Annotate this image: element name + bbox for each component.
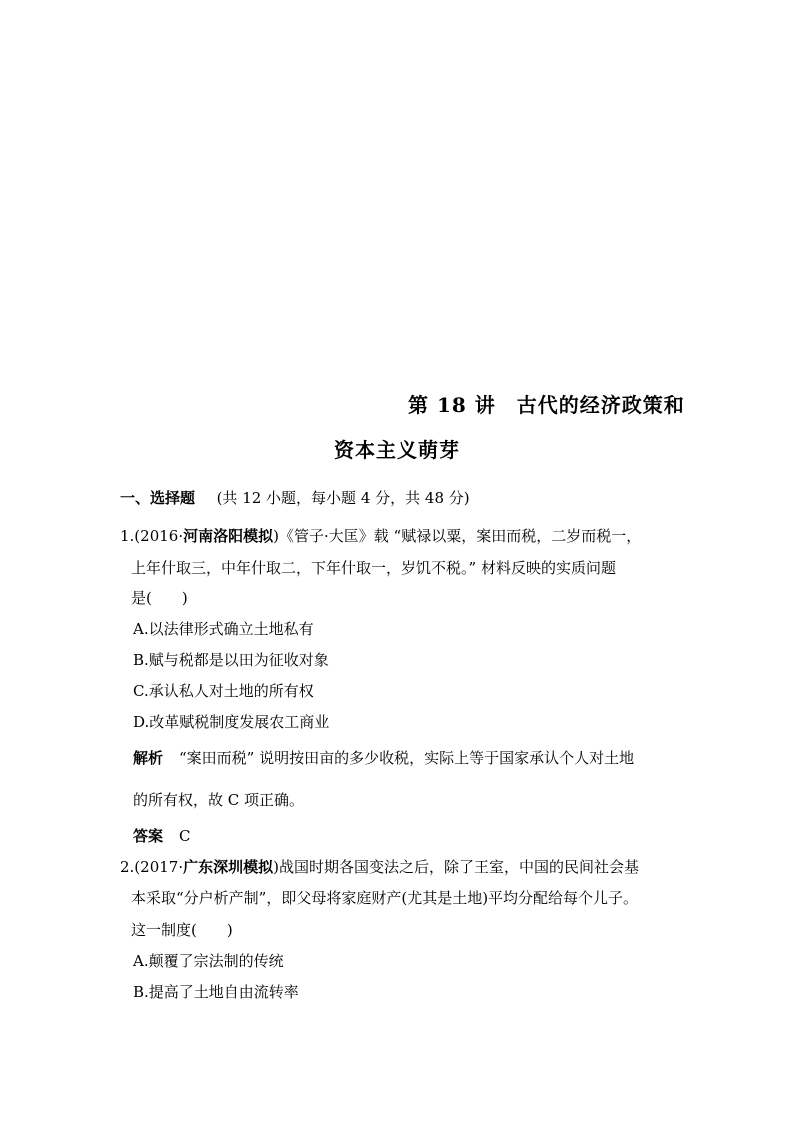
q1-answer-label: 答案 xyxy=(133,827,164,845)
section-header xyxy=(120,487,470,508)
q1-stem-line3: 是( ) xyxy=(131,589,188,607)
q1-analysis-label: 解析 xyxy=(133,749,164,767)
q1-option-d: D.改革赋税制度发展农工商业 xyxy=(133,713,330,731)
q2-source-bold: 广东深圳模拟 xyxy=(183,858,274,876)
section-note: (共 12 小题，每小题 4 分，共 48 分) xyxy=(216,489,470,507)
q2-stem-line2: 本采取“分户析产制”，即父母将家庭财产(尤其是土地)平均分配给每个儿子。 xyxy=(131,889,639,907)
q1-option-b: B.赋与税都是以田为征收对象 xyxy=(133,651,329,669)
q1-analysis-line2: 的所有权，故 C 项正确。 xyxy=(133,791,305,809)
q2-stem-text1: 战国时期各国变法之后，除了王室，中国的民间社会基 xyxy=(278,858,639,876)
q2-option-a: A.颠覆了宗法制的传统 xyxy=(133,952,284,970)
q1-stem-line2: 上年什取三，中年什取二，下年什取一，岁饥不税。” 材料反映的实质问题 xyxy=(131,559,616,577)
q1-analysis-text1: “案田而税” 说明按田亩的多少收税，实际上等于国家承认个人对土地 xyxy=(179,749,635,767)
q2-source-prefix: 2.(2017· xyxy=(120,858,184,876)
q2-stem-line3: 这一制度( ) xyxy=(131,921,233,939)
q1-source-bold: 河南洛阳模拟 xyxy=(183,527,274,545)
q1-source-prefix: 1.(2016· xyxy=(120,527,184,545)
q1-stem-text1: 《管子·大匡》载 “赋禄以粟，案田而税，二岁而税一， xyxy=(278,527,642,545)
q1-option-a: A.以法律形式确立土地私有 xyxy=(133,620,314,638)
lesson-title-line2: 资本主义萌芽 xyxy=(334,438,460,462)
q1-stem-line1 xyxy=(120,529,641,544)
q2-source-suffix: ) xyxy=(273,858,279,876)
q1-answer-value: C xyxy=(179,827,191,845)
section-label: 一、选择题 xyxy=(120,489,196,507)
q1-answer xyxy=(133,829,191,844)
q1-option-c: C.承认私人对土地的所有权 xyxy=(133,682,314,700)
q2-stem-line1 xyxy=(120,860,639,875)
lesson-title-line1: 第 18 讲 古代的经济政策和 xyxy=(408,393,685,417)
q1-analysis-line1 xyxy=(133,751,634,766)
q2-option-b: B.提高了土地自由流转率 xyxy=(133,983,299,1001)
q1-source-suffix: ) xyxy=(273,527,279,545)
